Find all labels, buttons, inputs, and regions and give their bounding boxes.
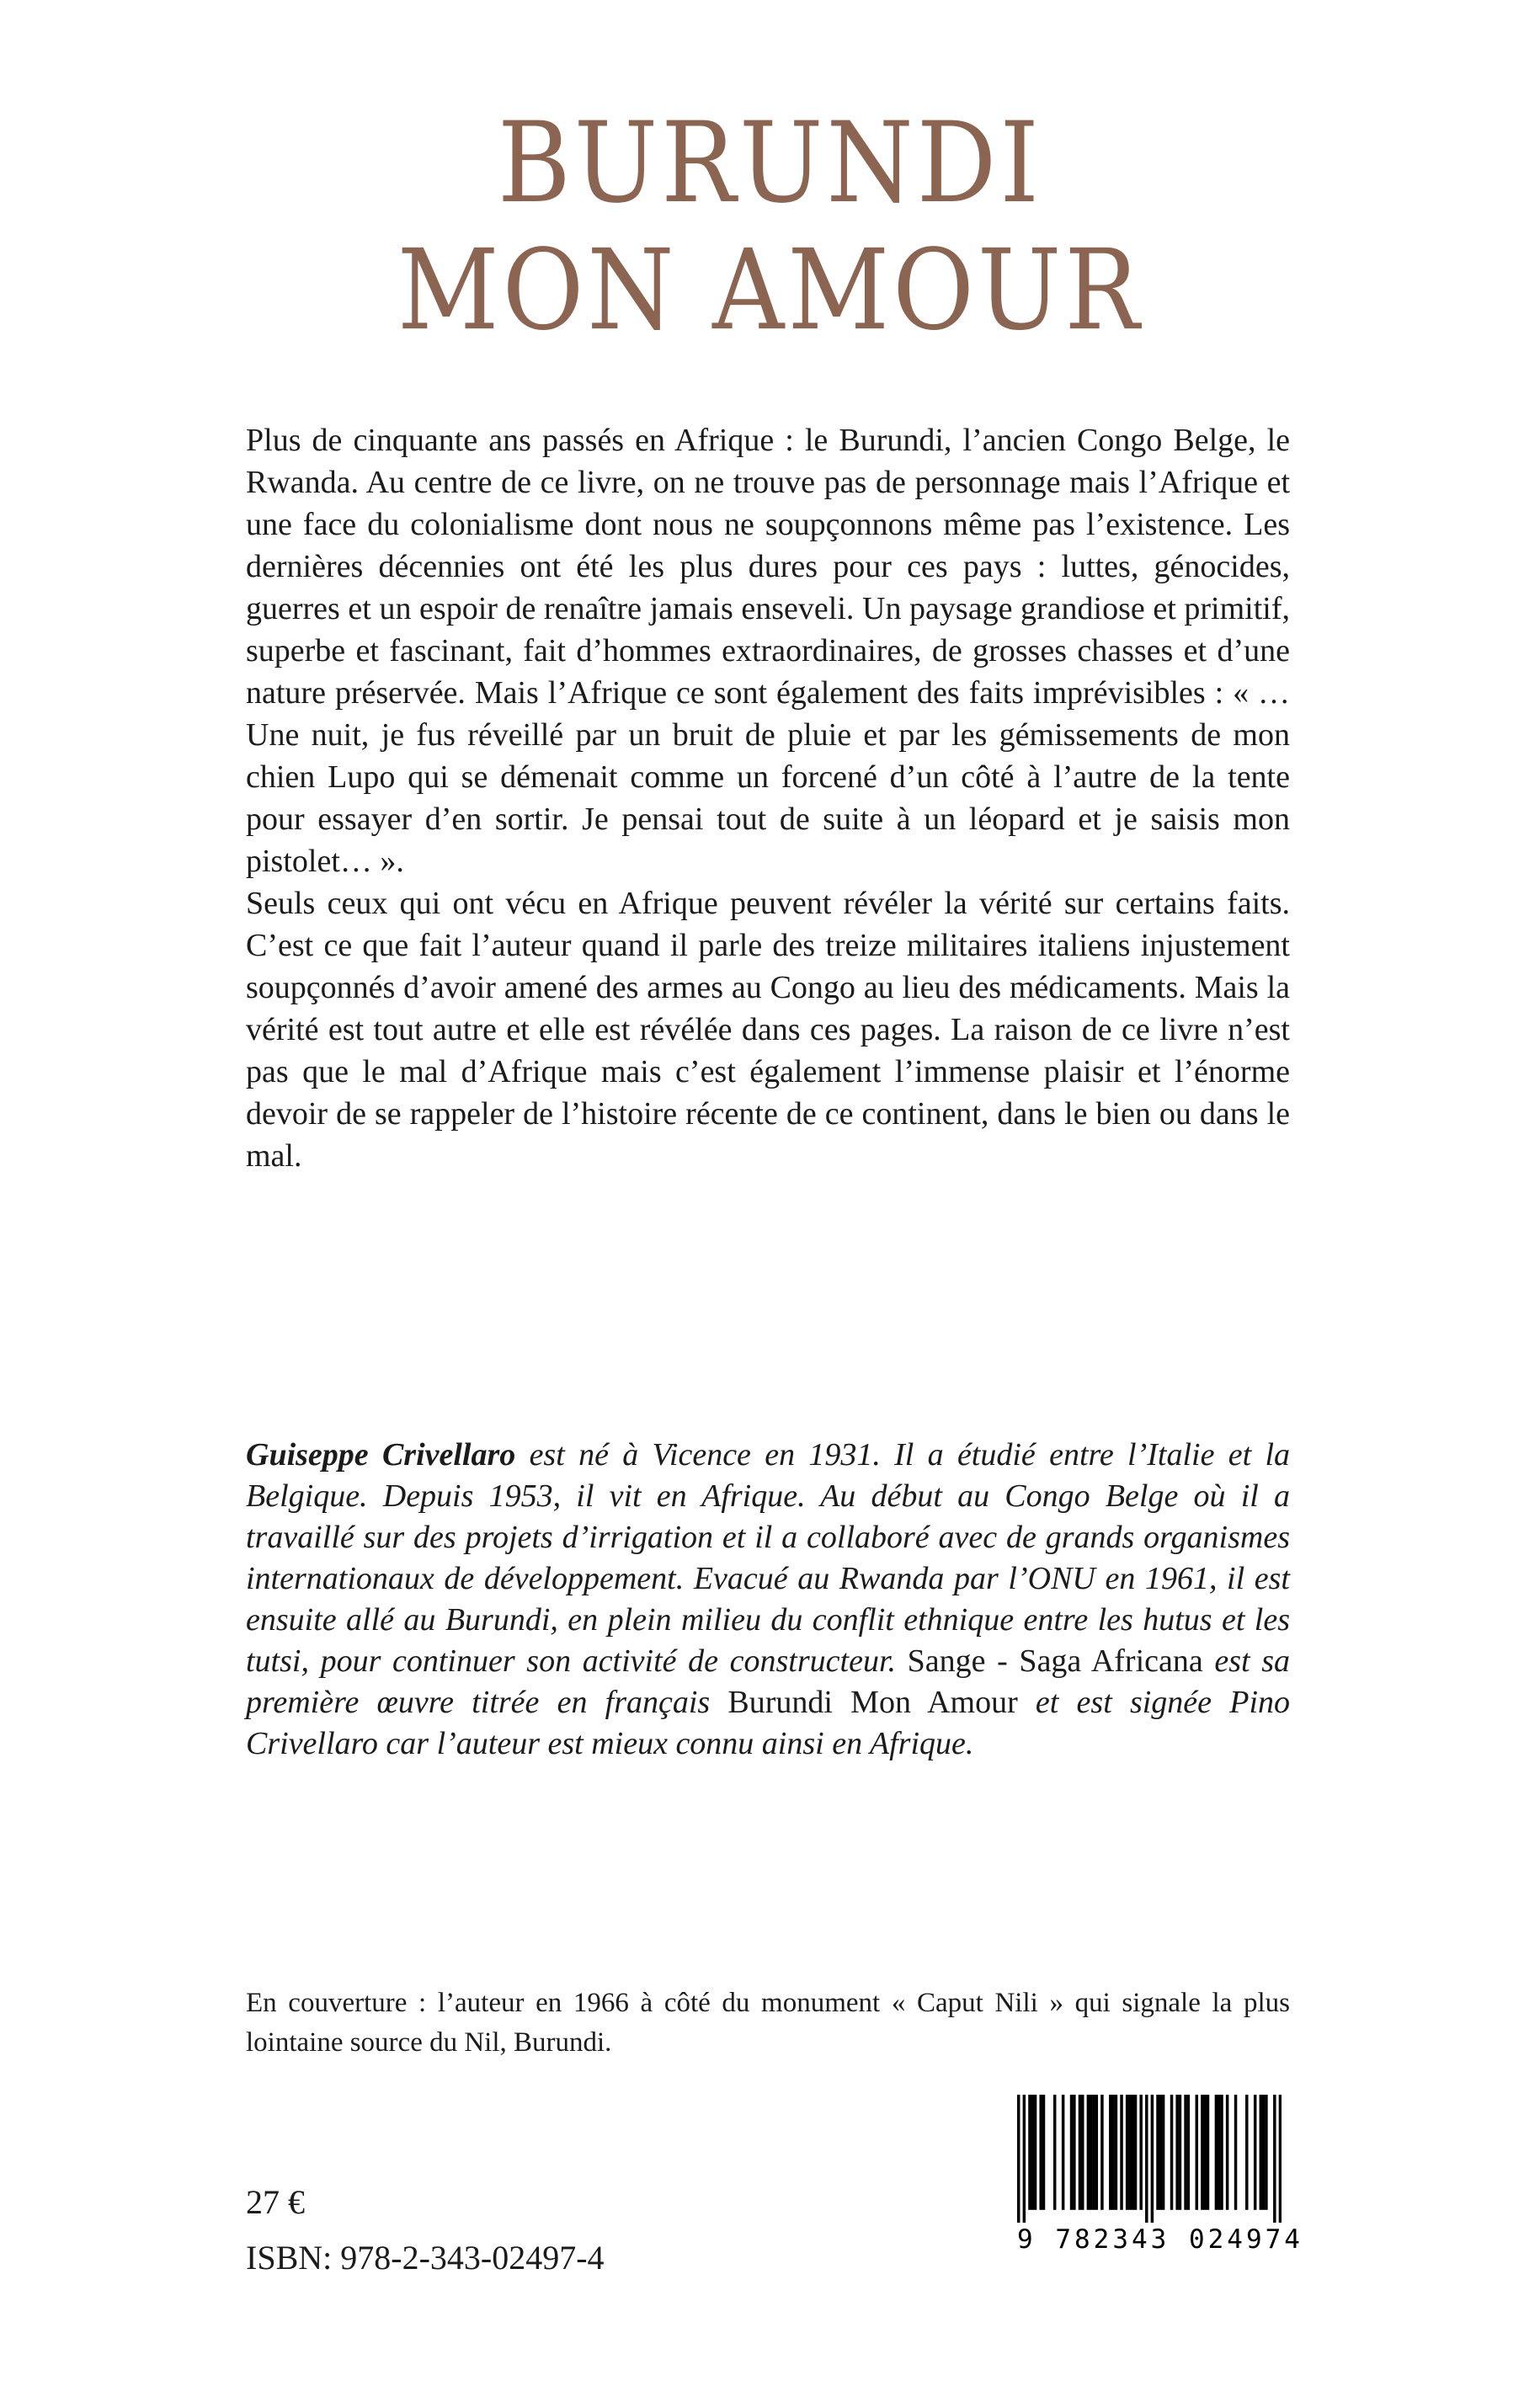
- bio-book-title: Burundi Mon Amour: [727, 1685, 1018, 1720]
- author-bio-paragraph: [246, 1435, 1290, 1765]
- barcode-icon: [1017, 2095, 1282, 2223]
- bio-text-1: est né à Vicence en 1931. Il a étudié entre l’Italie et la Belgique. Depuis 1953, il vit en Afrique. Au début au Congo Belge où il a travaillé sur des projets d’irrigation et il a collaboré avec de grands organismes internationaux de développement. Evacué au Rwanda par l’ONU en 1961, il est ensuite allé au Burundi, en plein milieu du conflit ethnique entre les hutus et les tutsi, pour continuer son activité de constructeur.: [246, 1437, 1290, 1679]
- author-name: Guiseppe Crivellaro: [246, 1437, 516, 1473]
- price: 27 €: [246, 2183, 305, 2221]
- author-bio: [246, 1435, 1290, 1765]
- book-title-line-2: MON AMOUR: [397, 224, 1143, 354]
- book-title: [0, 99, 1540, 353]
- synopsis-paragraph-1: Plus de cinquante ans passés en Afrique : le Burundi, l’ancien Congo Belge, le Rwanda. Au centre de ce livre, on ne trouve pas de personnage mais l’Afrique et une face du colonialisme dont nous ne soupçonnons même pas l’existence. Les dernières décennies ont été les plus dures pour ces pays : luttes, génocides, guerres et un espoir de renaître jamais enseveli. Un paysage grandiose et primitif, superbe et fascinant, fait d’hommes extraordinaires, de grosses chasses et d’une nature préservée. Mais l’Afrique ce sont également des faits imprévisibles : « … Une nuit, je fus réveillé par un bruit de pluie et par les gémissements de mon chien Lupo qui se démenait comme un forcené d’un côté à l’autre de la tente pour essayer d’en sortir. Je pensai tout de suite à un léopard et je saisis mon pistolet… ».: [246, 423, 1290, 879]
- synopsis: [246, 419, 1290, 1177]
- bio-text-2: est sa première œuvre titrée en français: [246, 1643, 1291, 1720]
- cover-note: En couverture : l’auteur en 1966 à côté du monument « Caput Nili » qui signale la plus lointaine source du Nil, Burundi.: [246, 1988, 1290, 2058]
- barcode: [1017, 2095, 1303, 2255]
- barcode-number: 9 782343 024974: [1017, 2224, 1303, 2255]
- book-title-line-1: BURUNDI: [498, 97, 1042, 228]
- synopsis-paragraph-2: Seuls ceux qui ont vécu en Afrique peuvent révéler la vérité sur certains faits. C’est ce que fait l’auteur quand il parle des treize militaires italiens injustement soupçonnés d’avoir amené des armes au Congo au lieu des médicaments. Mais la vérité est tout autre et elle est révélée dans ces pages. La raison de ce livre n’est pas que le mal d’Afrique mais c’est également l’immense plaisir et l’énorme devoir de se rappeler de l’histoire récente de ce continent, dans le bien ou dans le mal.: [246, 886, 1290, 1174]
- bio-work-title: Sange - Saga Africana: [907, 1643, 1203, 1679]
- bio-text-3: et est signée Pino Crivellaro car l’auteur est mieux connu ainsi en Afrique.: [246, 1685, 1291, 1761]
- isbn: ISBN: 978-2-343-02497-4: [246, 2239, 605, 2277]
